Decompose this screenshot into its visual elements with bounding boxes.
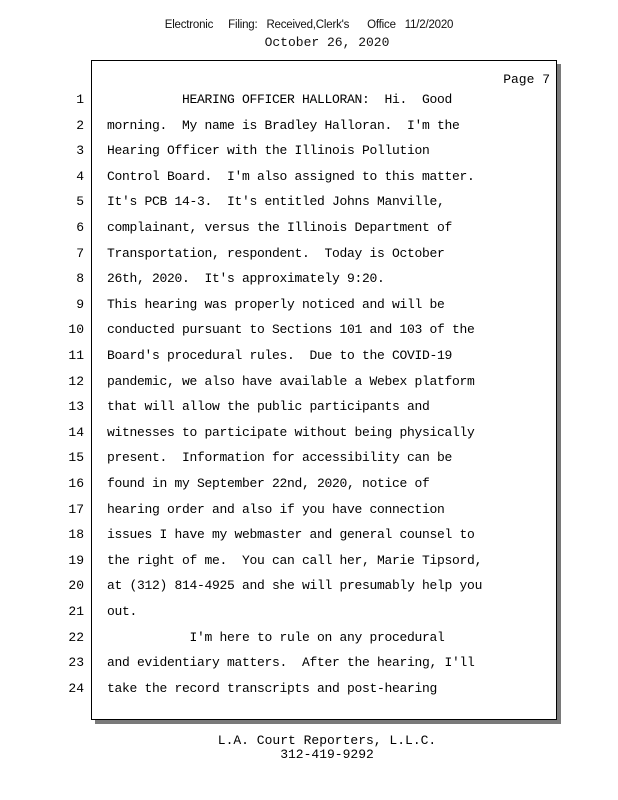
- line-number: 24: [68, 680, 84, 696]
- line-number: 11: [68, 348, 84, 363]
- line-text: that will allow the public participants and: [107, 399, 430, 415]
- line-number: 3: [76, 143, 84, 159]
- transcript-line: [0, 192, 618, 212]
- line-text: This hearing was properly noticed and will be: [107, 296, 445, 312]
- reporter-phone: 312-419-9292: [280, 747, 374, 762]
- line-text: 26th, 2020. It's approximately 9:20.: [107, 271, 385, 287]
- line-number: 22: [68, 629, 84, 645]
- line-number: 7: [76, 245, 84, 261]
- line-text: Hearing Officer with the Illinois Pollution: [107, 143, 430, 159]
- line-text: complainant, versus the Illinois Department of: [107, 220, 453, 235]
- transcript-line: [0, 397, 618, 417]
- line-number: 20: [68, 578, 84, 594]
- transcript-line: [0, 218, 618, 238]
- transcript-line: [0, 576, 618, 596]
- transcript-line: [0, 295, 618, 315]
- line-number: 4: [76, 168, 84, 184]
- line-number: 16: [68, 476, 84, 491]
- transcript-line: [0, 653, 618, 673]
- line-text: conducted pursuant to Sections 101 and 103 of the: [107, 322, 475, 338]
- transcript-line: [0, 244, 618, 264]
- line-text: and evidentiary matters. After the hearing, I'll: [107, 655, 475, 671]
- line-number: 18: [68, 527, 84, 543]
- transcript-date: October 26, 2020: [264, 35, 390, 50]
- line-number: 1: [76, 92, 84, 107]
- page-number: Page 7: [503, 72, 550, 87]
- line-text: It's PCB 14-3. It's entitled Johns Manville,: [107, 194, 445, 210]
- transcript-line: [0, 372, 618, 392]
- e-filing-stamp: Electronic Filing: Received,Clerk's Office 11/2/2020: [164, 19, 454, 31]
- line-text: morning. My name is Bradley Halloran. I'm the: [107, 117, 460, 133]
- transcript-line: [0, 167, 618, 187]
- line-text: issues I have my webmaster and general counsel to: [107, 527, 475, 543]
- transcript-line: [0, 423, 618, 443]
- line-number: 19: [68, 552, 84, 568]
- line-text: I'm here to rule on any procedural: [107, 629, 445, 645]
- transcript-line: [0, 628, 618, 648]
- transcript-line: [0, 551, 618, 571]
- transcript-line: [0, 116, 618, 136]
- line-number: 8: [76, 271, 84, 287]
- line-text: out.: [107, 604, 138, 619]
- line-number: 21: [68, 604, 84, 619]
- line-number: 14: [68, 424, 84, 440]
- transcript-line: [0, 525, 618, 545]
- line-number: 2: [76, 117, 84, 133]
- line-number: 23: [68, 655, 84, 671]
- transcript-line: [0, 500, 618, 520]
- line-number: 9: [76, 296, 84, 312]
- transcript-line: [0, 320, 618, 340]
- line-text: present. Information for accessibility can be: [107, 450, 453, 466]
- transcript-line: [0, 679, 618, 699]
- line-text: pandemic, we also have available a Webex platform: [107, 373, 475, 389]
- line-text: found in my September 22nd, 2020, notice of: [107, 476, 430, 491]
- line-text: the right of me. You can call her, Marie Tipsord,: [107, 552, 483, 568]
- line-number: 6: [76, 220, 84, 235]
- line-number: 17: [68, 501, 84, 517]
- transcript-line: [0, 269, 618, 289]
- line-text: Board's procedural rules. Due to the COVID-19: [107, 348, 453, 363]
- line-number: 10: [68, 322, 84, 338]
- line-text: HEARING OFFICER HALLORAN: Hi. Good: [107, 92, 453, 107]
- transcript-line: [0, 448, 618, 468]
- line-text: at (312) 814-4925 and she will presumably help you: [107, 578, 483, 594]
- line-text: witnesses to participate without being physically: [107, 424, 475, 440]
- line-number: 5: [76, 194, 84, 210]
- transcript-line: [0, 602, 618, 622]
- transcript-line: [0, 141, 618, 161]
- reporter-company: L.A. Court Reporters, L.L.C.: [217, 733, 437, 748]
- transcript-line: [0, 474, 618, 494]
- line-text: Control Board. I'm also assigned to this matter.: [107, 168, 475, 184]
- line-number: 13: [68, 399, 84, 415]
- transcript-line: [0, 346, 618, 366]
- line-number: 12: [68, 373, 84, 389]
- transcript-line: [0, 90, 618, 110]
- line-text: hearing order and also if you have connection: [107, 501, 445, 517]
- line-number: 15: [68, 450, 84, 466]
- line-text: take the record transcripts and post-hearing: [107, 680, 438, 696]
- line-text: Transportation, respondent. Today is October: [107, 245, 445, 261]
